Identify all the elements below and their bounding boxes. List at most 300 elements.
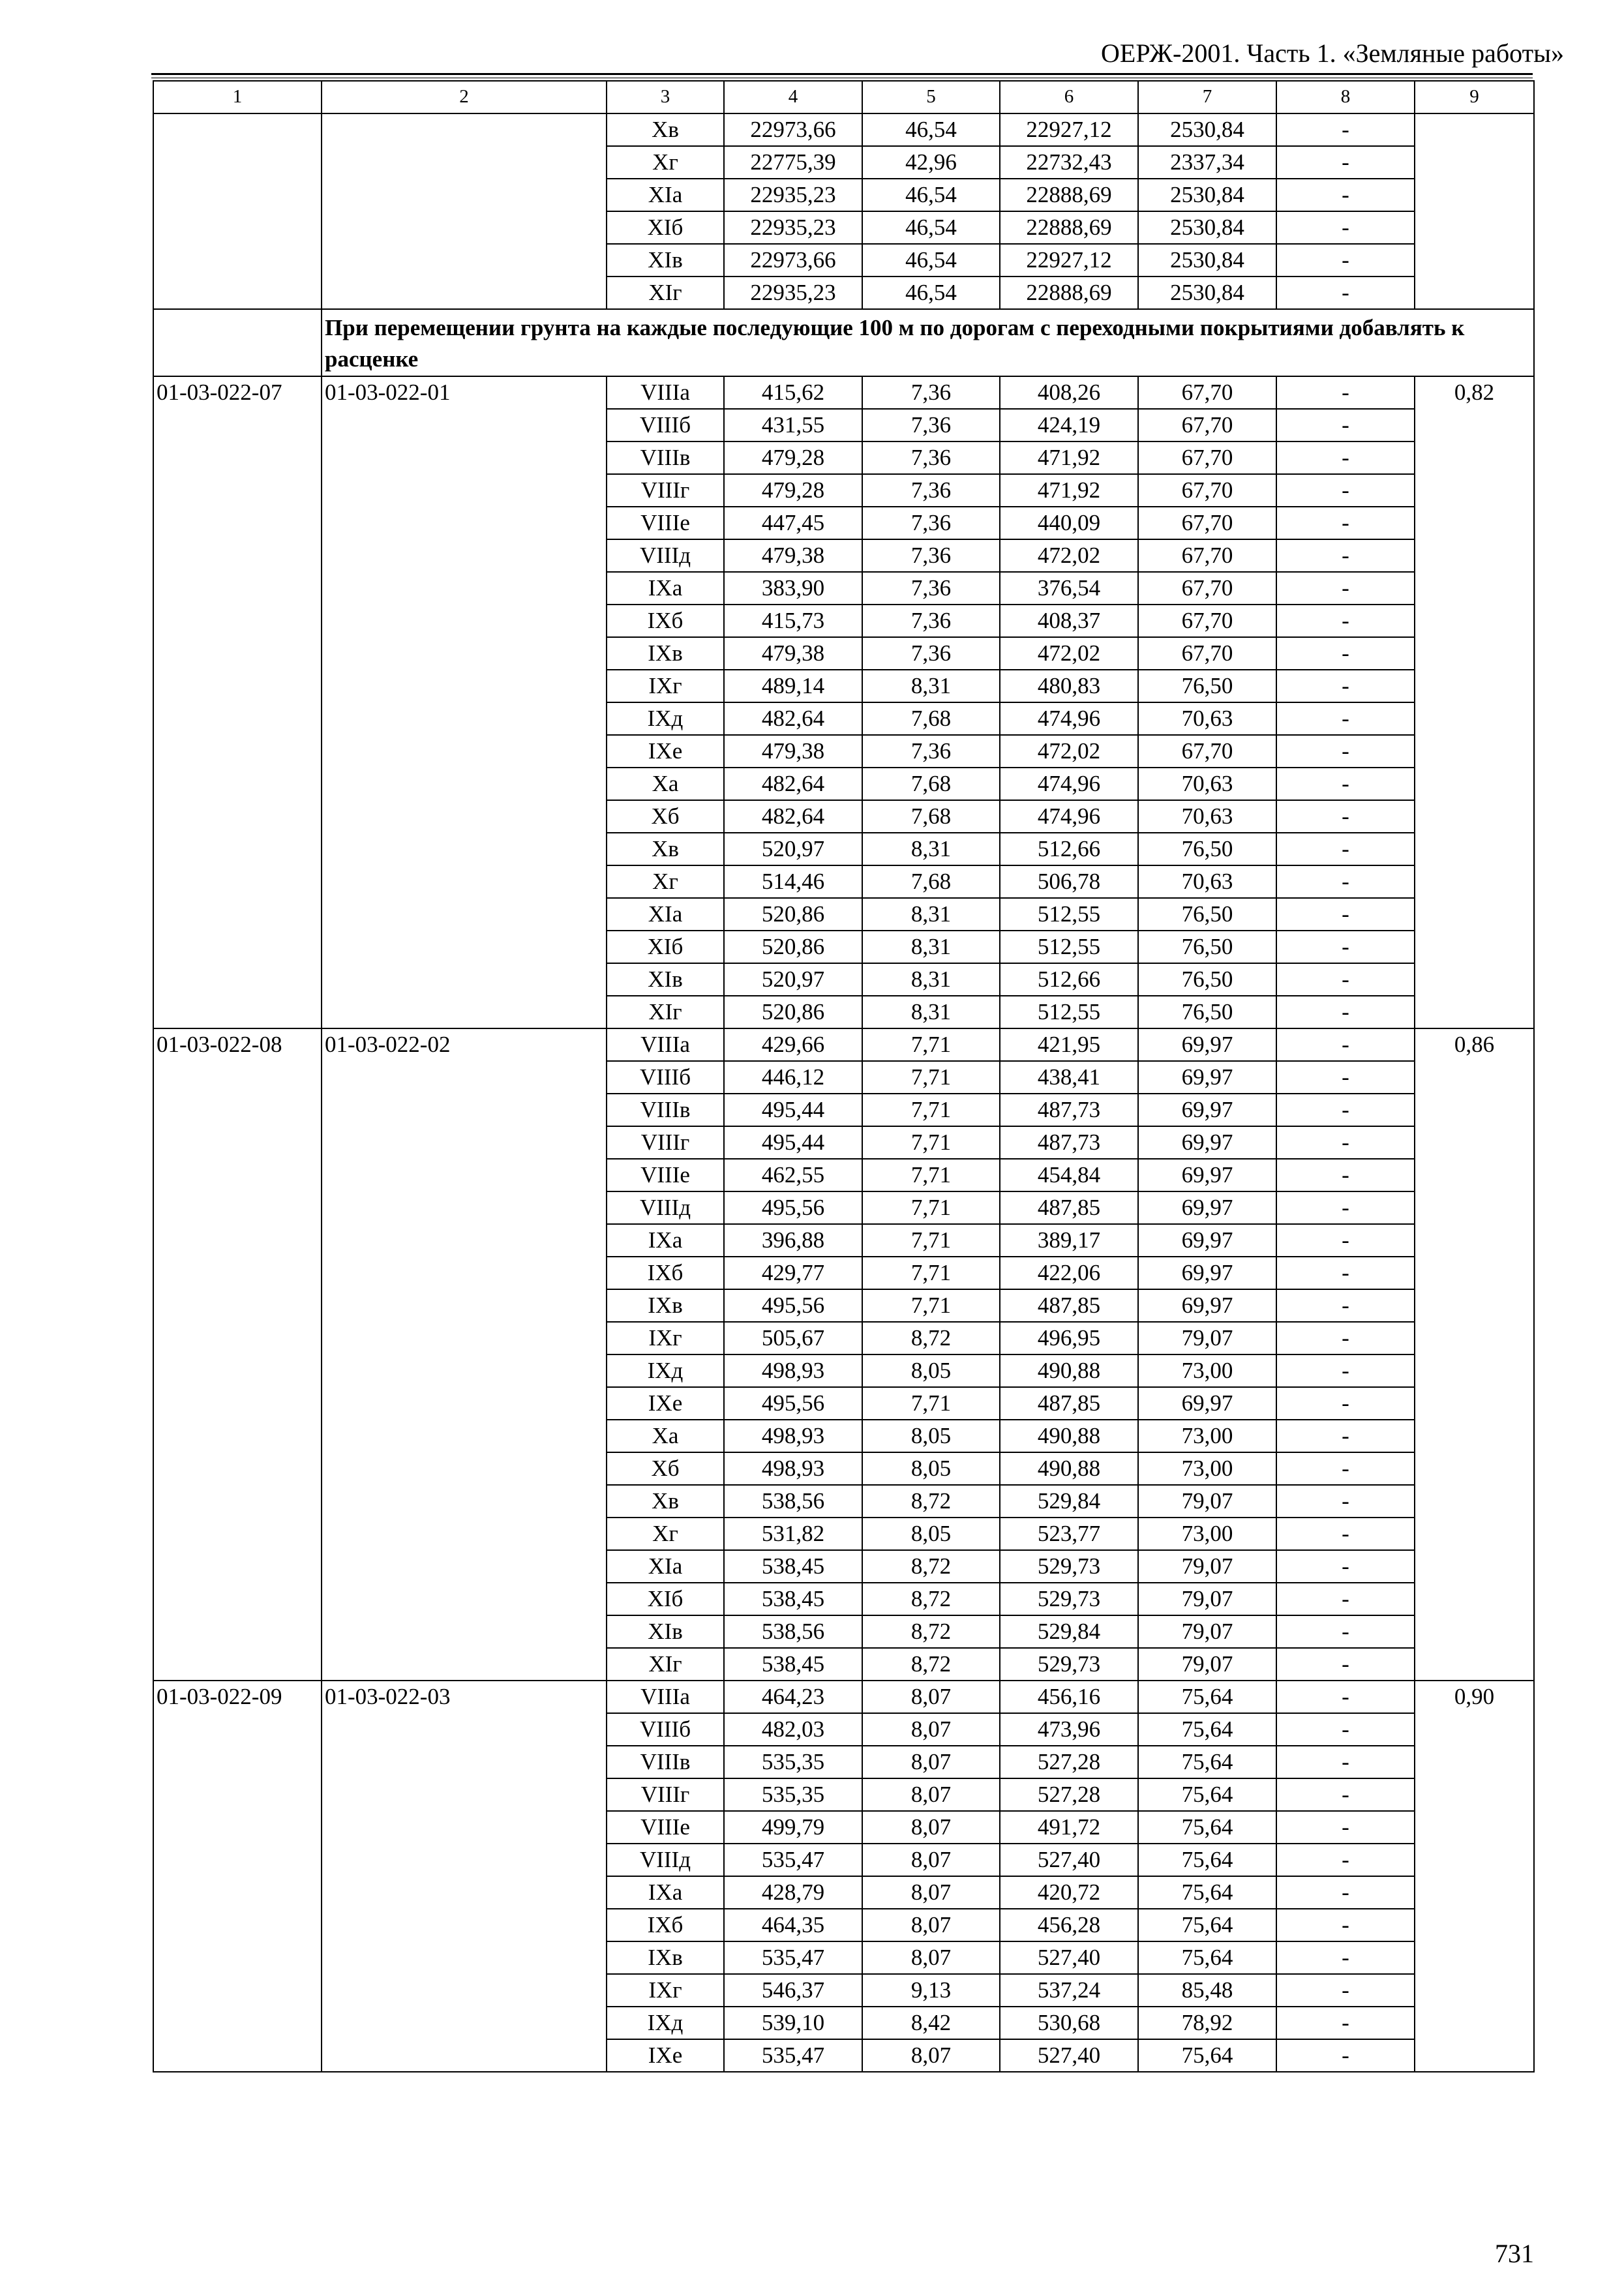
data-cell: - bbox=[1276, 735, 1415, 768]
data-cell: - bbox=[1276, 1909, 1415, 1941]
data-cell: Xг bbox=[607, 865, 724, 898]
data-cell: 8,07 bbox=[862, 1941, 1000, 1974]
data-cell: - bbox=[1276, 376, 1415, 409]
data-cell: 512,55 bbox=[1000, 898, 1138, 931]
data-cell: 76,50 bbox=[1138, 931, 1276, 963]
data-cell: - bbox=[1276, 637, 1415, 670]
data-cell: - bbox=[1276, 572, 1415, 605]
data-cell: 447,45 bbox=[724, 507, 862, 539]
norm-code-cell: 01-03-022-09 bbox=[153, 1681, 322, 2072]
data-cell: 76,50 bbox=[1138, 996, 1276, 1028]
data-cell: 76,50 bbox=[1138, 670, 1276, 702]
data-cell: 75,64 bbox=[1138, 1876, 1276, 1909]
data-cell: 46,54 bbox=[862, 179, 1000, 211]
data-cell: 495,44 bbox=[724, 1126, 862, 1159]
data-cell: - bbox=[1276, 1159, 1415, 1191]
column-number-cell: 4 bbox=[724, 81, 862, 113]
data-cell: 7,36 bbox=[862, 507, 1000, 539]
data-cell: 428,79 bbox=[724, 1876, 862, 1909]
table-row bbox=[153, 376, 1534, 409]
data-cell: 2337,34 bbox=[1138, 146, 1276, 179]
data-cell: 482,64 bbox=[724, 800, 862, 833]
data-cell: 22935,23 bbox=[724, 277, 862, 309]
data-cell: Xб bbox=[607, 800, 724, 833]
data-cell: XIа bbox=[607, 898, 724, 931]
data-cell: 527,40 bbox=[1000, 1844, 1138, 1876]
data-cell: 2530,84 bbox=[1138, 277, 1276, 309]
data-cell: 67,70 bbox=[1138, 507, 1276, 539]
data-cell: 491,72 bbox=[1000, 1811, 1138, 1844]
data-cell: 487,85 bbox=[1000, 1191, 1138, 1224]
data-cell: - bbox=[1276, 1583, 1415, 1615]
data-cell: 7,71 bbox=[862, 1289, 1000, 1322]
data-cell: 520,97 bbox=[724, 963, 862, 996]
data-cell: 42,96 bbox=[862, 146, 1000, 179]
data-cell: 22888,69 bbox=[1000, 277, 1138, 309]
data-cell: 506,78 bbox=[1000, 865, 1138, 898]
data-cell: 69,97 bbox=[1138, 1289, 1276, 1322]
data-cell: - bbox=[1276, 996, 1415, 1028]
data-cell: 7,36 bbox=[862, 637, 1000, 670]
data-cell: 75,64 bbox=[1138, 1811, 1276, 1844]
data-cell: - bbox=[1276, 1681, 1415, 1713]
document-header-title: ОЕРЖ-2001. Часть 1. «Земляные работы» bbox=[1101, 38, 1564, 68]
data-cell: 520,86 bbox=[724, 931, 862, 963]
data-cell: IXб bbox=[607, 1909, 724, 1941]
data-cell: - bbox=[1276, 1615, 1415, 1648]
data-cell: 523,77 bbox=[1000, 1518, 1138, 1550]
data-cell: - bbox=[1276, 1550, 1415, 1583]
data-cell: - bbox=[1276, 1485, 1415, 1518]
data-cell: 69,97 bbox=[1138, 1094, 1276, 1126]
data-cell: - bbox=[1276, 1648, 1415, 1681]
data-cell: IXе bbox=[607, 735, 724, 768]
data-cell: VIIIа bbox=[607, 1028, 724, 1061]
data-cell: 520,86 bbox=[724, 898, 862, 931]
data-cell: 482,64 bbox=[724, 702, 862, 735]
data-cell: - bbox=[1276, 441, 1415, 474]
data-cell: 531,82 bbox=[724, 1518, 862, 1550]
data-cell: 431,55 bbox=[724, 409, 862, 441]
data-cell: - bbox=[1276, 1126, 1415, 1159]
data-cell: - bbox=[1276, 605, 1415, 637]
data-cell: 8,07 bbox=[862, 1909, 1000, 1941]
data-cell: XIг bbox=[607, 1648, 724, 1681]
data-cell: 8,05 bbox=[862, 1420, 1000, 1452]
data-cell: - bbox=[1276, 2007, 1415, 2039]
data-cell: 529,73 bbox=[1000, 1648, 1138, 1681]
data-cell: 8,31 bbox=[862, 996, 1000, 1028]
data-cell: 67,70 bbox=[1138, 605, 1276, 637]
data-cell: 7,36 bbox=[862, 539, 1000, 572]
data-cell: 8,07 bbox=[862, 1681, 1000, 1713]
data-cell: 495,56 bbox=[724, 1387, 862, 1420]
data-cell: IXа bbox=[607, 1876, 724, 1909]
data-cell: 8,31 bbox=[862, 833, 1000, 865]
data-cell: 22888,69 bbox=[1000, 179, 1138, 211]
data-cell: 7,36 bbox=[862, 735, 1000, 768]
data-cell: 495,56 bbox=[724, 1191, 862, 1224]
data-cell: 514,46 bbox=[724, 865, 862, 898]
data-cell: 538,45 bbox=[724, 1550, 862, 1583]
data-cell: - bbox=[1276, 2039, 1415, 2072]
data-cell: - bbox=[1276, 1811, 1415, 1844]
data-cell: 529,73 bbox=[1000, 1550, 1138, 1583]
data-cell: - bbox=[1276, 1028, 1415, 1061]
data-cell: VIIIв bbox=[607, 1746, 724, 1778]
page-number: 731 bbox=[1495, 2239, 1534, 2268]
data-cell: IXе bbox=[607, 1387, 724, 1420]
column-number-cell: 9 bbox=[1415, 81, 1534, 113]
data-cell: 7,68 bbox=[862, 768, 1000, 800]
data-cell: 490,88 bbox=[1000, 1420, 1138, 1452]
data-cell: - bbox=[1276, 507, 1415, 539]
data-cell: - bbox=[1276, 277, 1415, 309]
data-cell: 22888,69 bbox=[1000, 211, 1138, 244]
data-cell: 2530,84 bbox=[1138, 113, 1276, 146]
data-cell: 8,07 bbox=[862, 2039, 1000, 2072]
data-cell: VIIIв bbox=[607, 441, 724, 474]
data-cell: - bbox=[1276, 211, 1415, 244]
data-cell: 8,07 bbox=[862, 1713, 1000, 1746]
data-cell: VIIIе bbox=[607, 507, 724, 539]
coefficient-cell-empty bbox=[1415, 113, 1534, 309]
data-cell: VIIIб bbox=[607, 1713, 724, 1746]
data-cell: - bbox=[1276, 1061, 1415, 1094]
data-cell: 479,28 bbox=[724, 441, 862, 474]
data-cell: 479,28 bbox=[724, 474, 862, 507]
column-number-cell: 7 bbox=[1138, 81, 1276, 113]
data-cell: 438,41 bbox=[1000, 1061, 1138, 1094]
data-cell: - bbox=[1276, 833, 1415, 865]
data-cell: 75,64 bbox=[1138, 1778, 1276, 1811]
data-cell: 78,92 bbox=[1138, 2007, 1276, 2039]
data-cell: 512,55 bbox=[1000, 931, 1138, 963]
data-cell: 22973,66 bbox=[724, 113, 862, 146]
data-cell: 22732,43 bbox=[1000, 146, 1138, 179]
data-cell: 8,42 bbox=[862, 2007, 1000, 2039]
data-cell: Xа bbox=[607, 1420, 724, 1452]
data-cell: 79,07 bbox=[1138, 1550, 1276, 1583]
column-number-cell: 5 bbox=[862, 81, 1000, 113]
data-cell: 73,00 bbox=[1138, 1518, 1276, 1550]
data-cell: Xв bbox=[607, 1485, 724, 1518]
data-cell: 8,07 bbox=[862, 1876, 1000, 1909]
base-code-cell-empty bbox=[322, 113, 607, 309]
data-cell: 7,71 bbox=[862, 1191, 1000, 1224]
data-cell: - bbox=[1276, 1289, 1415, 1322]
data-cell: 7,71 bbox=[862, 1257, 1000, 1289]
data-cell: 479,38 bbox=[724, 637, 862, 670]
data-cell: XIг bbox=[607, 996, 724, 1028]
norm-code-cell: 01-03-022-07 bbox=[153, 376, 322, 1028]
coefficient-cell: 0,90 bbox=[1415, 1681, 1534, 2072]
data-cell: - bbox=[1276, 474, 1415, 507]
data-cell: - bbox=[1276, 1322, 1415, 1354]
data-cell: 22973,66 bbox=[724, 244, 862, 277]
data-cell: 85,48 bbox=[1138, 1974, 1276, 2007]
data-cell: - bbox=[1276, 409, 1415, 441]
data-cell: - bbox=[1276, 113, 1415, 146]
data-cell: 8,72 bbox=[862, 1322, 1000, 1354]
section-blank-cell bbox=[153, 309, 322, 376]
data-cell: - bbox=[1276, 1713, 1415, 1746]
data-cell: 527,40 bbox=[1000, 2039, 1138, 2072]
data-cell: 422,06 bbox=[1000, 1257, 1138, 1289]
data-cell: IXа bbox=[607, 572, 724, 605]
data-cell: VIIIв bbox=[607, 1094, 724, 1126]
data-cell: 8,72 bbox=[862, 1648, 1000, 1681]
data-cell: 67,70 bbox=[1138, 539, 1276, 572]
data-cell: 8,07 bbox=[862, 1811, 1000, 1844]
data-cell: VIIIд bbox=[607, 1191, 724, 1224]
data-cell: - bbox=[1276, 1844, 1415, 1876]
base-norm-code-cell: 01-03-022-02 bbox=[322, 1028, 607, 1681]
data-cell: 487,85 bbox=[1000, 1387, 1138, 1420]
data-cell: Xг bbox=[607, 1518, 724, 1550]
data-cell: 408,26 bbox=[1000, 376, 1138, 409]
data-cell: XIв bbox=[607, 1615, 724, 1648]
data-cell: 376,54 bbox=[1000, 572, 1138, 605]
data-cell: 76,50 bbox=[1138, 963, 1276, 996]
data-cell: 75,64 bbox=[1138, 1941, 1276, 1974]
data-cell: 7,71 bbox=[862, 1159, 1000, 1191]
data-cell: 535,47 bbox=[724, 1844, 862, 1876]
data-cell: 420,72 bbox=[1000, 1876, 1138, 1909]
data-cell: IXв bbox=[607, 1941, 724, 1974]
table-row bbox=[153, 113, 1534, 146]
data-cell: 69,97 bbox=[1138, 1061, 1276, 1094]
data-cell: 479,38 bbox=[724, 735, 862, 768]
data-cell: 70,63 bbox=[1138, 768, 1276, 800]
data-cell: 495,56 bbox=[724, 1289, 862, 1322]
data-cell: 8,07 bbox=[862, 1844, 1000, 1876]
data-cell: VIIIа bbox=[607, 1681, 724, 1713]
data-cell: 471,92 bbox=[1000, 474, 1138, 507]
data-cell: 539,10 bbox=[724, 2007, 862, 2039]
data-cell: XIг bbox=[607, 277, 724, 309]
data-cell: 75,64 bbox=[1138, 1746, 1276, 1778]
data-cell: 7,36 bbox=[862, 441, 1000, 474]
data-cell: 2530,84 bbox=[1138, 211, 1276, 244]
data-cell: 67,70 bbox=[1138, 441, 1276, 474]
data-cell: 22935,23 bbox=[724, 211, 862, 244]
data-cell: 512,66 bbox=[1000, 833, 1138, 865]
data-cell: 505,67 bbox=[724, 1322, 862, 1354]
data-cell: 446,12 bbox=[724, 1061, 862, 1094]
data-cell: IXд bbox=[607, 2007, 724, 2039]
data-cell: 70,63 bbox=[1138, 800, 1276, 833]
section-row bbox=[153, 309, 1534, 376]
data-cell: 520,97 bbox=[724, 833, 862, 865]
data-cell: 67,70 bbox=[1138, 735, 1276, 768]
data-cell: IXд bbox=[607, 702, 724, 735]
data-cell: 73,00 bbox=[1138, 1354, 1276, 1387]
data-cell: 535,47 bbox=[724, 2039, 862, 2072]
base-norm-code-cell: 01-03-022-01 bbox=[322, 376, 607, 1028]
data-cell: 472,02 bbox=[1000, 735, 1138, 768]
data-cell: IXв bbox=[607, 637, 724, 670]
data-cell: 79,07 bbox=[1138, 1485, 1276, 1518]
table-body bbox=[153, 81, 1534, 2072]
data-cell: 429,77 bbox=[724, 1257, 862, 1289]
data-cell: 529,84 bbox=[1000, 1485, 1138, 1518]
data-cell: 538,56 bbox=[724, 1615, 862, 1648]
data-cell: 75,64 bbox=[1138, 1681, 1276, 1713]
data-cell: 9,13 bbox=[862, 1974, 1000, 2007]
data-cell: 498,93 bbox=[724, 1354, 862, 1387]
data-cell: IXв bbox=[607, 1289, 724, 1322]
data-cell: 8,05 bbox=[862, 1518, 1000, 1550]
data-cell: XIа bbox=[607, 1550, 724, 1583]
data-cell: 76,50 bbox=[1138, 833, 1276, 865]
data-cell: 46,54 bbox=[862, 277, 1000, 309]
coefficient-cell: 0,86 bbox=[1415, 1028, 1534, 1681]
data-cell: 474,96 bbox=[1000, 800, 1138, 833]
data-cell: 67,70 bbox=[1138, 637, 1276, 670]
data-cell: 495,44 bbox=[724, 1094, 862, 1126]
data-cell: 69,97 bbox=[1138, 1257, 1276, 1289]
data-cell: IXб bbox=[607, 605, 724, 637]
data-cell: 73,00 bbox=[1138, 1420, 1276, 1452]
data-cell: 538,45 bbox=[724, 1648, 862, 1681]
data-cell: 70,63 bbox=[1138, 702, 1276, 735]
data-cell: XIв bbox=[607, 244, 724, 277]
data-cell: 520,86 bbox=[724, 996, 862, 1028]
data-cell: IXг bbox=[607, 1974, 724, 2007]
data-cell: - bbox=[1276, 1387, 1415, 1420]
data-cell: Xг bbox=[607, 146, 724, 179]
data-cell: IXг bbox=[607, 1322, 724, 1354]
data-cell: 408,37 bbox=[1000, 605, 1138, 637]
data-cell: 7,36 bbox=[862, 605, 1000, 637]
data-cell: 499,79 bbox=[724, 1811, 862, 1844]
data-cell: 67,70 bbox=[1138, 572, 1276, 605]
data-cell: - bbox=[1276, 1257, 1415, 1289]
data-cell: 8,05 bbox=[862, 1452, 1000, 1485]
data-cell: Xб bbox=[607, 1452, 724, 1485]
data-cell: 456,28 bbox=[1000, 1909, 1138, 1941]
data-cell: - bbox=[1276, 865, 1415, 898]
data-cell: 2530,84 bbox=[1138, 244, 1276, 277]
data-cell: 70,63 bbox=[1138, 865, 1276, 898]
data-cell: 8,72 bbox=[862, 1583, 1000, 1615]
data-cell: 8,72 bbox=[862, 1485, 1000, 1518]
column-number-cell: 6 bbox=[1000, 81, 1138, 113]
data-cell: 46,54 bbox=[862, 113, 1000, 146]
data-cell: 529,84 bbox=[1000, 1615, 1138, 1648]
coefficient-cell: 0,82 bbox=[1415, 376, 1534, 1028]
data-cell: 512,55 bbox=[1000, 996, 1138, 1028]
data-cell: 490,88 bbox=[1000, 1354, 1138, 1387]
data-cell: VIIIд bbox=[607, 539, 724, 572]
data-cell: 8,05 bbox=[862, 1354, 1000, 1387]
base-norm-code-cell: 01-03-022-03 bbox=[322, 1681, 607, 2072]
data-cell: 7,36 bbox=[862, 474, 1000, 507]
data-cell: 73,00 bbox=[1138, 1452, 1276, 1485]
section-heading: При перемещении грунта на каждые последующие 100 м по дорогам с переходными покрытиями добавлять к расценке bbox=[322, 309, 1534, 376]
data-cell: 546,37 bbox=[724, 1974, 862, 2007]
data-cell: 415,62 bbox=[724, 376, 862, 409]
data-cell: - bbox=[1276, 1746, 1415, 1778]
data-cell: 79,07 bbox=[1138, 1648, 1276, 1681]
data-cell: 67,70 bbox=[1138, 474, 1276, 507]
data-cell: 67,70 bbox=[1138, 409, 1276, 441]
data-cell: 2530,84 bbox=[1138, 179, 1276, 211]
data-cell: 7,71 bbox=[862, 1061, 1000, 1094]
column-number-row bbox=[153, 81, 1534, 113]
data-cell: 46,54 bbox=[862, 244, 1000, 277]
data-cell: 8,72 bbox=[862, 1550, 1000, 1583]
data-cell: - bbox=[1276, 702, 1415, 735]
data-cell: 22935,23 bbox=[724, 179, 862, 211]
data-cell: 440,09 bbox=[1000, 507, 1138, 539]
data-cell: Xв bbox=[607, 833, 724, 865]
data-cell: 535,47 bbox=[724, 1941, 862, 1974]
data-cell: 22927,12 bbox=[1000, 113, 1138, 146]
data-cell: 8,07 bbox=[862, 1778, 1000, 1811]
data-cell: 46,54 bbox=[862, 211, 1000, 244]
data-cell: 415,73 bbox=[724, 605, 862, 637]
data-cell: 424,19 bbox=[1000, 409, 1138, 441]
data-cell: - bbox=[1276, 1941, 1415, 1974]
data-cell: 480,83 bbox=[1000, 670, 1138, 702]
data-cell: 75,64 bbox=[1138, 1713, 1276, 1746]
data-cell: 474,96 bbox=[1000, 768, 1138, 800]
data-cell: 69,97 bbox=[1138, 1387, 1276, 1420]
table-row bbox=[153, 1028, 1534, 1061]
data-cell: 472,02 bbox=[1000, 539, 1138, 572]
data-cell: 8,31 bbox=[862, 898, 1000, 931]
data-cell: 456,16 bbox=[1000, 1681, 1138, 1713]
data-cell: VIIIг bbox=[607, 1778, 724, 1811]
data-cell: 76,50 bbox=[1138, 898, 1276, 931]
data-cell: - bbox=[1276, 244, 1415, 277]
table-row bbox=[153, 1681, 1534, 1713]
data-cell: 7,68 bbox=[862, 800, 1000, 833]
data-cell: 75,64 bbox=[1138, 1844, 1276, 1876]
column-number-cell: 1 bbox=[153, 81, 322, 113]
data-cell: 8,31 bbox=[862, 931, 1000, 963]
data-cell: 535,35 bbox=[724, 1746, 862, 1778]
data-cell: IXг bbox=[607, 670, 724, 702]
data-cell: 421,95 bbox=[1000, 1028, 1138, 1061]
data-cell: 538,45 bbox=[724, 1583, 862, 1615]
data-cell: 396,88 bbox=[724, 1224, 862, 1257]
data-cell: - bbox=[1276, 179, 1415, 211]
data-cell: VIIIб bbox=[607, 1061, 724, 1094]
data-cell: - bbox=[1276, 1974, 1415, 2007]
norms-table bbox=[153, 80, 1535, 2072]
data-cell: 7,71 bbox=[862, 1387, 1000, 1420]
data-cell: 530,68 bbox=[1000, 2007, 1138, 2039]
data-cell: 487,73 bbox=[1000, 1126, 1138, 1159]
data-cell: 512,66 bbox=[1000, 963, 1138, 996]
data-cell: VIIIа bbox=[607, 376, 724, 409]
data-cell: - bbox=[1276, 768, 1415, 800]
data-cell: 7,71 bbox=[862, 1224, 1000, 1257]
data-cell: 527,28 bbox=[1000, 1746, 1138, 1778]
data-cell: - bbox=[1276, 146, 1415, 179]
data-cell: - bbox=[1276, 1876, 1415, 1909]
data-cell: 75,64 bbox=[1138, 1909, 1276, 1941]
data-cell: 538,56 bbox=[724, 1485, 862, 1518]
data-cell: - bbox=[1276, 1224, 1415, 1257]
data-cell: 487,73 bbox=[1000, 1094, 1138, 1126]
data-cell: - bbox=[1276, 1518, 1415, 1550]
data-cell: 79,07 bbox=[1138, 1322, 1276, 1354]
data-cell: 8,31 bbox=[862, 963, 1000, 996]
